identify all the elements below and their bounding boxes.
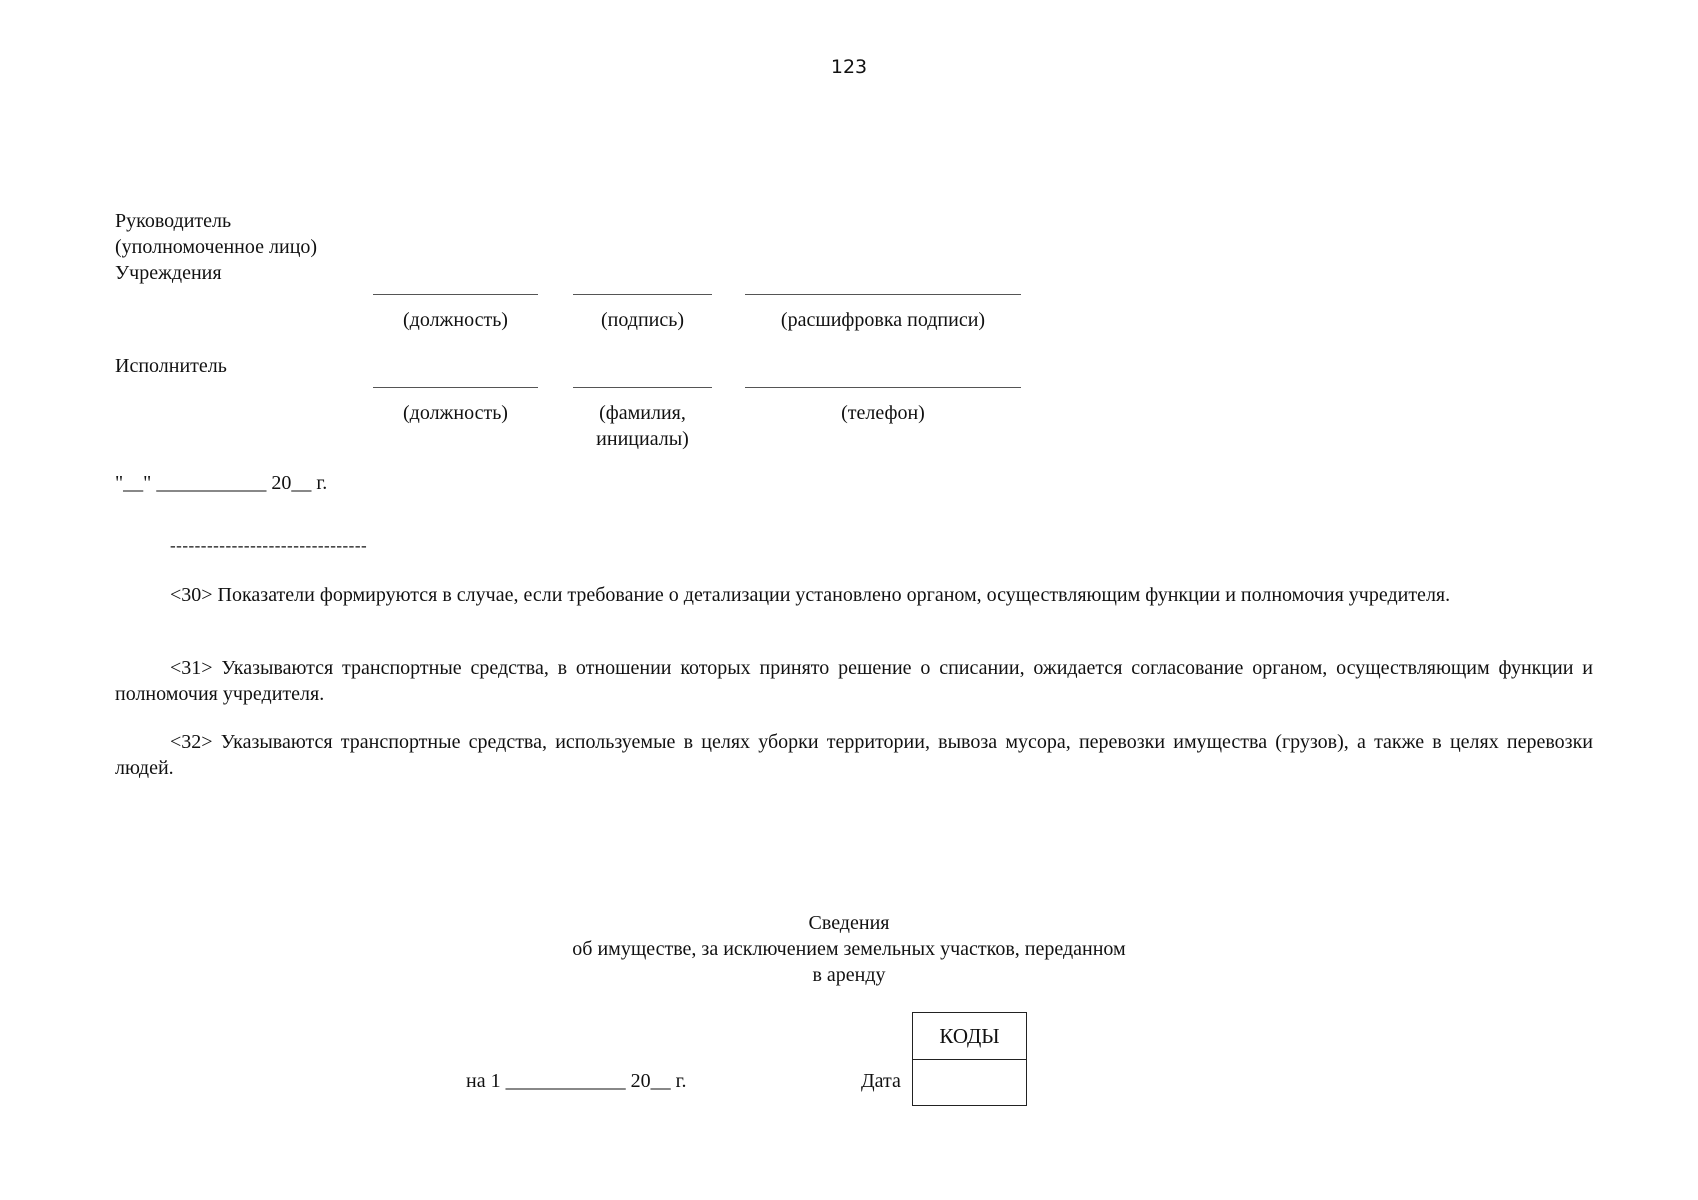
footnote-32: <32> Указываются транспортные средства, используемые в целях уборки территории, вывоза мусора, перевозки имущества (грузов), а также в целях перевозки людей. — [115, 731, 1593, 779]
head-label-line-1: Руководитель — [115, 210, 232, 232]
head-signature-line — [573, 294, 712, 295]
date-label: Дата — [861, 1070, 901, 1092]
footnote-separator: -------------------------------- — [170, 536, 368, 555]
codes-table — [912, 1012, 1027, 1106]
head-decoding-line — [745, 294, 1021, 295]
head-position-line — [373, 294, 538, 295]
executor-phone-line — [745, 387, 1021, 388]
codes-header: КОДЫ — [913, 1013, 1026, 1060]
head-position-caption: (должность) — [403, 309, 508, 331]
codes-date-cell[interactable] — [913, 1060, 1026, 1106]
signature-date-line: "__" ___________ 20__ г. — [115, 472, 328, 494]
page-number: 123 — [830, 56, 868, 78]
executor-phone-caption: (телефон) — [841, 402, 925, 424]
footnote-31: <31> Указываются транспортные средства, в отношении которых принято решение о списании, ожидается согласование органом, осуществляющим функции и полномочия учредителя. — [115, 657, 1593, 705]
head-label-line-3: Учреждения — [115, 262, 222, 284]
form-heading-line-2: об имуществе, за исключением земельных участков, переданном — [572, 938, 1126, 960]
form-heading-line-1: Сведения — [808, 912, 890, 934]
executor-position-line — [373, 387, 538, 388]
executor-label: Исполнитель — [115, 355, 227, 377]
footnote-30: <30> Показатели формируются в случае, если требование о детализации установлено органом, осуществляющим функции и полномочия учредителя. — [170, 584, 1451, 606]
form-heading-line-3: в аренду — [812, 964, 886, 986]
executor-name-caption-line-2: инициалы) — [596, 428, 689, 450]
head-label-line-2: (уполномоченное лицо) — [115, 236, 318, 258]
executor-position-caption: (должность) — [403, 402, 508, 424]
executor-name-caption-line-1: (фамилия, — [599, 402, 686, 424]
as-of-date-line: на 1 ____________ 20__ г. — [466, 1070, 687, 1092]
head-decoding-caption: (расшифровка подписи) — [780, 309, 986, 331]
executor-name-line — [573, 387, 712, 388]
head-signature-caption: (подпись) — [600, 309, 685, 331]
